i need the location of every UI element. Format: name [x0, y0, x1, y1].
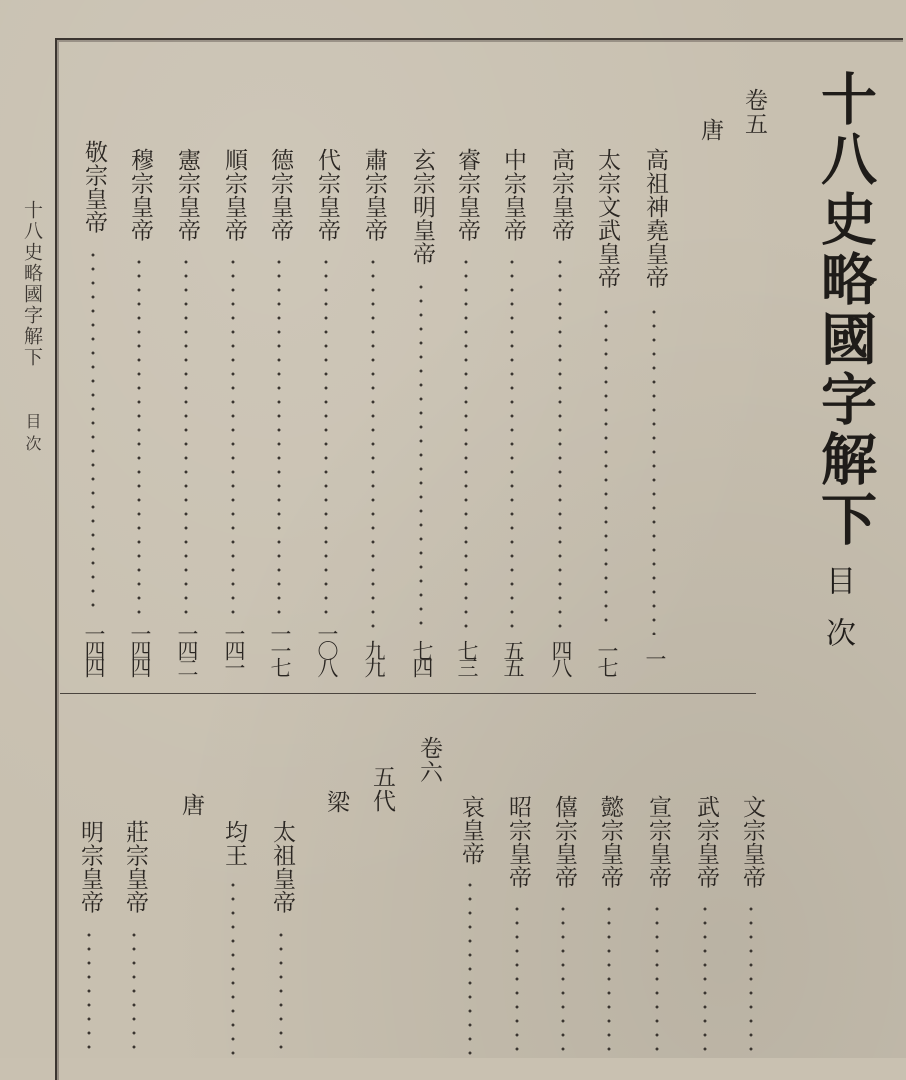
toc-entry[interactable] [643, 148, 666, 289]
leader-dots [515, 902, 519, 1058]
entry-name: 莊宗皇帝 [122, 820, 148, 914]
entry-page: 九九 [362, 640, 386, 674]
entry-name: 順宗皇帝 [221, 148, 247, 242]
entry-name: 玄宗明皇帝 [409, 148, 435, 266]
toc-entry[interactable] [740, 795, 763, 889]
leader-dots [231, 878, 235, 1058]
leader-dots [91, 248, 95, 615]
toc-entry[interactable] [268, 148, 291, 242]
book-title: 十八史略國字解下 [812, 70, 878, 550]
leader-dots [419, 280, 423, 630]
entry-name: 哀皇帝 [458, 795, 484, 866]
entry-name: 敬宗皇帝 [81, 140, 107, 234]
entry-page: 七三 [455, 640, 479, 674]
leader-dots [87, 928, 91, 1058]
entry-page: 一四四 [82, 623, 106, 674]
entry-page: 一〇八 [315, 623, 339, 674]
leader-dots [324, 255, 328, 615]
entry-name: 均王 [221, 820, 247, 867]
section-divider [60, 693, 756, 694]
entry-name: 高祖神堯皇帝 [642, 148, 668, 289]
toc-entry[interactable] [501, 148, 524, 242]
book-subtitle: 目次 [820, 565, 855, 669]
entry-name: 代宗皇帝 [314, 148, 340, 242]
toc-entry[interactable] [410, 148, 433, 266]
toc-entry[interactable] [549, 148, 572, 242]
leader-dots [607, 902, 611, 1058]
entry-name: 憲宗皇帝 [174, 148, 200, 242]
entry-name: 中宗皇帝 [500, 148, 526, 242]
leader-dots [604, 305, 608, 630]
toc-entry[interactable] [82, 140, 105, 234]
toc-entry[interactable] [315, 148, 338, 242]
toc-entry[interactable] [123, 820, 146, 914]
entry-name: 文宗皇帝 [739, 795, 765, 889]
entry-page: 五五 [501, 640, 525, 674]
leader-dots [655, 902, 659, 1058]
dynasty-liang: 梁 [323, 790, 349, 814]
volume-5-dynasty: 唐 [697, 118, 723, 142]
entry-page: 一四四 [128, 623, 152, 674]
entry-name: 穆宗皇帝 [127, 148, 153, 242]
toc-entry[interactable] [128, 148, 151, 242]
entry-name: 明宗皇帝 [77, 820, 103, 914]
entry-name: 肅宗皇帝 [361, 148, 387, 242]
toc-entry[interactable] [459, 795, 482, 866]
leader-dots [132, 928, 136, 1058]
leader-dots [652, 305, 656, 635]
leader-dots [371, 255, 375, 630]
entry-name: 昭宗皇帝 [505, 795, 531, 889]
leader-dots [703, 902, 707, 1058]
leader-dots [277, 255, 281, 615]
leader-dots [510, 255, 514, 630]
entry-name: 太宗文武皇帝 [594, 148, 620, 289]
toc-entry[interactable] [694, 795, 717, 889]
leader-dots [561, 902, 565, 1058]
toc-entry[interactable] [270, 820, 293, 914]
entry-name: 僖宗皇帝 [551, 795, 577, 889]
toc-entry[interactable] [78, 820, 101, 914]
entry-name: 高宗皇帝 [548, 148, 574, 242]
entry-page: 一一七 [268, 623, 292, 674]
leader-dots [137, 255, 141, 615]
toc-entry[interactable] [175, 148, 198, 242]
entry-name: 德宗皇帝 [267, 148, 293, 242]
toc-entry[interactable] [222, 820, 245, 867]
leader-dots [231, 255, 235, 615]
entry-name: 睿宗皇帝 [454, 148, 480, 242]
leader-dots [558, 255, 562, 630]
toc-entry[interactable] [646, 795, 669, 889]
entry-page: 一四二 [175, 623, 199, 674]
entry-page: 一七 [595, 640, 619, 674]
entry-name: 武宗皇帝 [693, 795, 719, 889]
toc-entry[interactable] [455, 148, 478, 242]
toc-entry[interactable] [595, 148, 618, 289]
entry-page: 七四 [410, 640, 434, 674]
spine-label: 目次 [23, 413, 42, 457]
entry-name: 宣宗皇帝 [645, 795, 671, 889]
leader-dots [184, 255, 188, 615]
volume-5-label: 卷五 [741, 88, 767, 136]
leader-dots [464, 255, 468, 630]
spine-title: 十八史略國字解下 [21, 200, 43, 368]
toc-entry[interactable] [362, 148, 385, 242]
leader-dots [468, 878, 472, 1058]
entry-page: 一四一 [222, 623, 246, 674]
toc-entry[interactable] [222, 148, 245, 242]
volume-6-era: 五代 [369, 765, 395, 813]
volume-6-label: 卷六 [416, 736, 442, 784]
toc-entry[interactable] [506, 795, 529, 889]
toc-entry[interactable] [598, 795, 621, 889]
dynasty-tang: 唐 [178, 793, 204, 817]
entry-page: 一 [643, 648, 667, 665]
leader-dots [279, 928, 283, 1058]
toc-entry[interactable] [552, 795, 575, 889]
entry-page: 四八 [549, 640, 573, 674]
entry-name: 太祖皇帝 [269, 820, 295, 914]
leader-dots [749, 902, 753, 1058]
entry-name: 懿宗皇帝 [597, 795, 623, 889]
